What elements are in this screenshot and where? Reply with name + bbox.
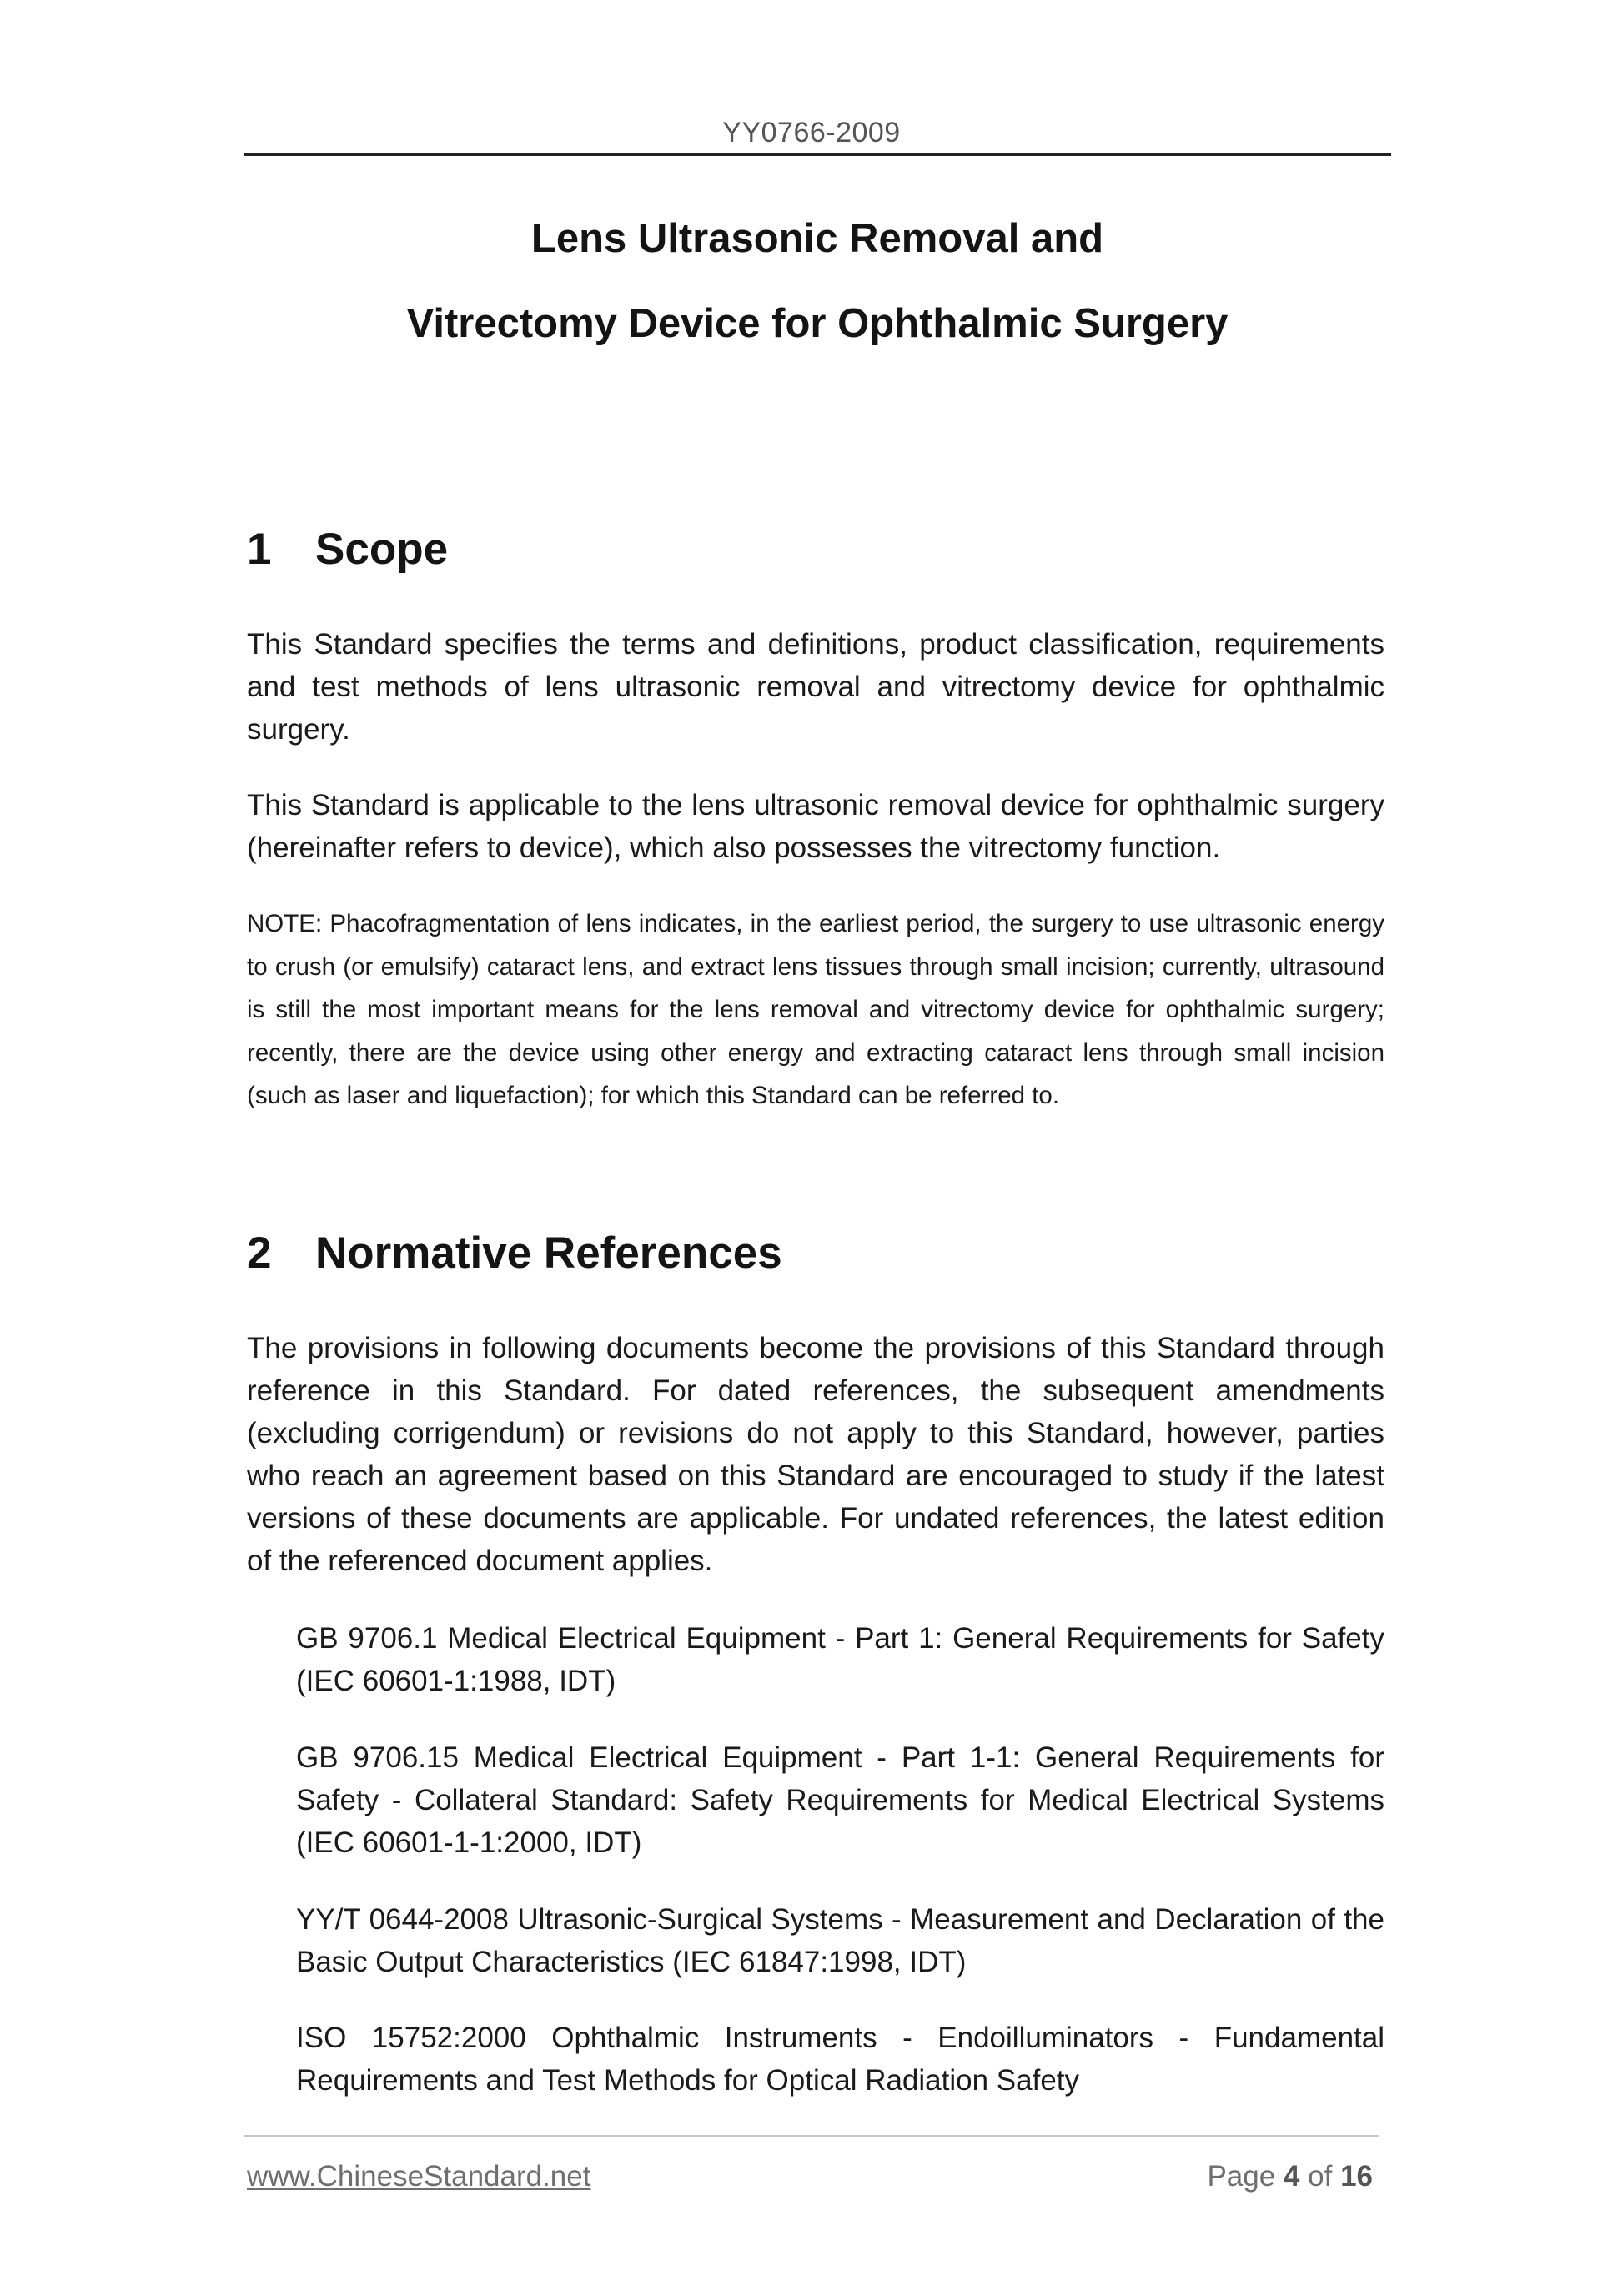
section-number: 2 — [247, 1228, 272, 1278]
document-title-line-2: Vitrectomy Device for Ophthalmic Surgery — [406, 301, 1229, 346]
page-number — [1207, 2160, 1373, 2193]
page-label: Page — [1207, 2160, 1276, 2193]
section-1-heading — [247, 524, 448, 575]
section-title: Scope — [315, 525, 449, 574]
document-title-line-1: Lens Ultrasonic Removal and — [530, 216, 1104, 261]
reference-item: GB 9706.1 Medical Electrical Equipment - Part 1: General Requirements for Safety (IEC 60601-1:1988, IDT) — [296, 1622, 1384, 1697]
reference-item: ISO 15752:2000 Ophthalmic Instruments - Endoilluminators - Fundamental Requirements and Test Methods for Optical Radiation Safety — [296, 2022, 1384, 2097]
normative-references-intro: The provisions in following documents become the provisions of this Standard through reference in this Standard. For dated references, the subsequent amendments (excluding corrigendum) or revisions do not apply to this Standard, however, parties who reach an agreement based on this Standard are encouraged to study if the latest versions of these documents are applicable. For undated references, the latest edition of the referenced document applies. — [247, 1332, 1384, 1577]
reference-item: YY/T 0644-2008 Ultrasonic-Surgical Systems - Measurement and Declaration of the Basic Output Characteristics (IEC 61847:1998, IDT) — [296, 1903, 1384, 1978]
website-link[interactable]: www.ChineseStandard.net — [247, 2160, 591, 2193]
scope-paragraph-2: This Standard is applicable to the lens ultrasonic removal device for ophthalmic surgery (hereinafter refers to device), which also possesses the vitrectomy function. — [247, 789, 1384, 864]
scope-note: NOTE: Phacofragmentation of lens indicates, in the earliest period, the surgery to use ultrasonic energy to crush (or emulsify) cataract lens, and extract lens tissues through small incision; currently, ultrasound is still the most important means for the lens removal and vitrectomy device for ophthalmic surgery; recently, there are the device using other energy and extracting cataract lens through small incision (such as laser and liquefaction); for which this Standard can be referred to. — [247, 910, 1384, 1109]
section-2-heading — [247, 1228, 782, 1279]
total-pages: 16 — [1340, 2160, 1373, 2193]
section-title: Normative References — [315, 1228, 782, 1278]
reference-item: GB 9706.15 Medical Electrical Equipment - Part 1-1: General Requirements for Safety - Collateral Standard: Safety Requirements for Medical Electrical Systems (IEC 60601-1-1:2000, IDT) — [296, 1741, 1384, 1859]
section-number: 1 — [247, 525, 272, 574]
document-id-header: YY0766-2009 — [722, 117, 901, 148]
scope-paragraph-1: This Standard specifies the terms and definitions, product classification, requirements and test methods of lens ultrasonic removal and vitrectomy device for ophthalmic surgery. — [247, 628, 1384, 746]
page-of-label: of — [1308, 2160, 1333, 2193]
current-page: 4 — [1283, 2160, 1300, 2193]
footer-divider — [244, 2135, 1379, 2137]
header-divider — [244, 153, 1391, 156]
